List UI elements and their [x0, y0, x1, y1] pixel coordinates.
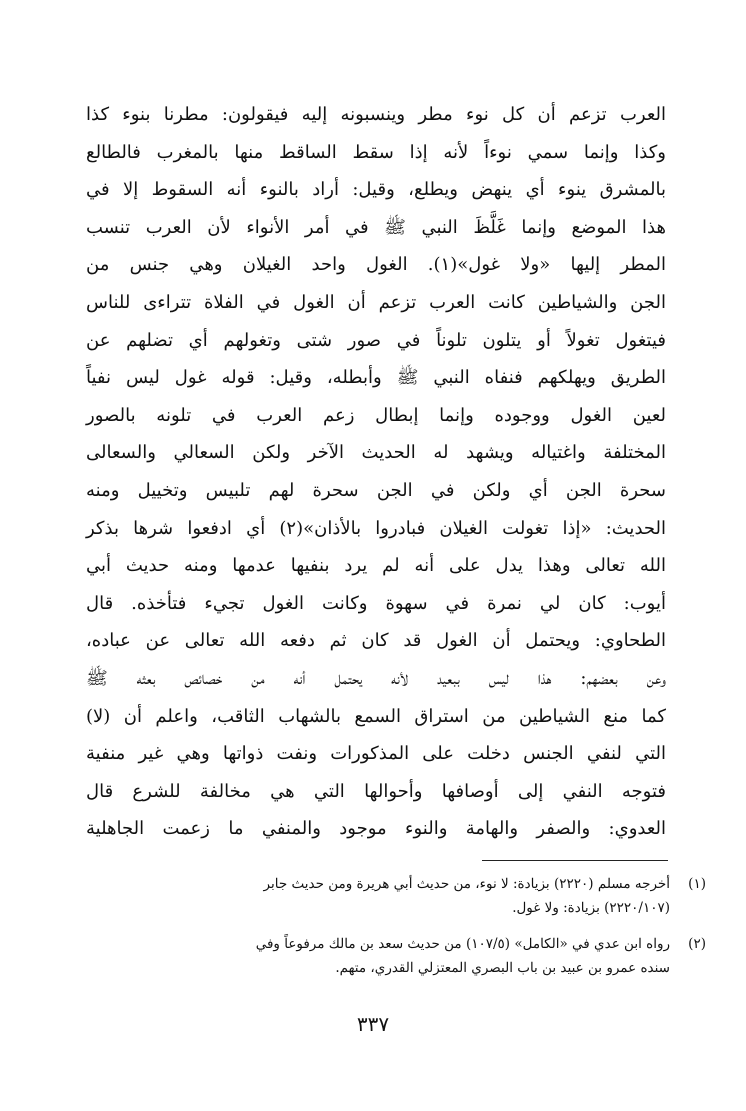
text-line: وعن بعضهم: هذا ليس ببعيد لأنه يحتمل أنه من خصائص بعثه ﷺ: [86, 667, 666, 689]
text-line: بالمشرق ينوء أي ينهض ويطلع، وقيل: أراد بالنوء أنه السقوط إلا في: [86, 179, 666, 201]
text-line: العدوي: والصفر والهامة والنوء موجود والمنفي ما زعمت الجاهلية: [86, 818, 666, 840]
footnote-1: [86, 872, 706, 896]
footnotes: [86, 872, 706, 980]
footnote-text: رواه ابن عدي في «الكامل» (١٠٧/٥) من حديث سعد بن مالك مرفوعاً وفي: [255, 936, 670, 952]
main-text: [86, 96, 666, 848]
footnote-number: (١): [688, 876, 706, 892]
text-line: لعين الغول ووجوده وإنما إبطال زعم العرب في تلونه بالصور: [86, 404, 666, 426]
footnote-text: أخرجه مسلم (٢٢٢٠) بزيادة: لا نوء، من حديث أبي هريرة ومن حديث جابر: [263, 876, 670, 892]
footnote-2-continuation: سنده عمرو بن عبيد بن باب البصري المعتزلي القدري، متهم.: [335, 960, 670, 976]
footnote-1-continuation: (٢٢٢٠/١٠٧) بزيادة: ولا غول.: [512, 900, 670, 916]
text-line: هذا الموضع وإنما غَلَّظَ النبي ﷺ في أمر الأنواء لأن العرب تنسب: [86, 216, 666, 238]
page-number: ٣٣٧: [356, 1012, 390, 1036]
text-line: الحديث: «إذا تغولت الغيلان فبادروا بالأذان»(٢) أي ادفعوا شرها بذكر: [86, 517, 666, 539]
footnote-2: [86, 932, 706, 956]
text-line: التي لنفي الجنس دخلت على المذكورات ونفت ذواتها وهي غير منفية: [86, 743, 666, 765]
text-line: المطر إليها «ولا غول»(١). الغول واحد الغيلان وهي جنس من: [86, 254, 666, 276]
text-line: سحرة الجن أي ولكن في الجن سحرة لهم تلبيس وتخييل ومنه: [86, 479, 666, 501]
text-line: الجن والشياطين كانت العرب تزعم أن الغول في الفلاة تتراءى للناس: [86, 291, 666, 313]
text-line: كما منع الشياطين من استراق السمع بالشهاب الثاقب، واعلم أن (لا): [86, 705, 666, 727]
text-line: أيوب: كان لي نمرة في سهوة وكانت الغول تجيء فتأخذه. قال: [86, 592, 666, 614]
text-line: فتوجه النفي إلى أوصافها وأحوالها التي هي مخالفة للشرع قال: [86, 780, 666, 802]
text-line: فيتغول تغولاً أو يتلون تلوناً في صور شتى وتغولهم أي تضلهم عن: [86, 329, 666, 351]
text-line: الطحاوي: ويحتمل أن الغول قد كان ثم دفعه الله تعالى عن عباده،: [86, 630, 666, 652]
text-line: الله تعالى وهذا يدل على أنه لم يرد بنفيها عدمها ومنه حديث أبي: [86, 555, 666, 577]
text-line: المختلفة واغتياله ويشهد له الحديث الآخر ولكن السعالي والسعالى: [86, 442, 666, 464]
text-line: العرب تزعم أن كل نوء مطر وينسبونه إليه فيقولون: مطرنا بنوء كذا: [86, 104, 666, 125]
footnote-divider: [482, 860, 668, 861]
footnote-number: (٢): [688, 936, 706, 952]
text-line: وكذا وإنما سمي نوءاً لأنه إذا سقط الساقط منها بالمغرب فالطالع: [86, 141, 666, 163]
text-line: الطريق ويهلكهم فنفاه النبي ﷺ وأبطله، وقيل: قوله غول ليس نفياً: [86, 367, 666, 389]
